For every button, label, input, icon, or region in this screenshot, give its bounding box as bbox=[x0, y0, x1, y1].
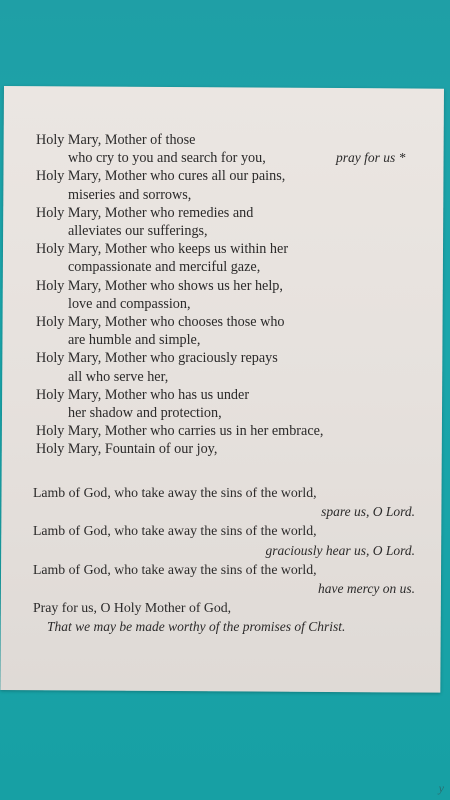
litany-line: alleviates our sufferings, bbox=[68, 223, 208, 240]
litany-line: Holy Mary, Mother who chooses those who bbox=[36, 314, 285, 331]
lamb-of-god-line: Lamb of God, who take away the sins of the world, bbox=[33, 485, 317, 500]
lamb-response: spare us, O Lord. bbox=[321, 504, 415, 520]
lamb-of-god-line: Lamb of God, who take away the sins of the world, bbox=[33, 561, 317, 577]
litany-line-text: who cry to you and search for you, bbox=[68, 150, 266, 167]
lamb-of-god-line: Lamb of God, who take away the sins of the world, bbox=[33, 523, 317, 539]
litany-line: Holy Mary, Mother who has us under bbox=[36, 386, 250, 403]
litany-line: Holy Mary, Fountain of our joy, bbox=[36, 441, 218, 458]
litany-line: Holy Mary, Mother who shows us her help, bbox=[36, 277, 283, 294]
litany-response: pray for us * bbox=[336, 150, 406, 166]
litany-line: are humble and simple, bbox=[68, 332, 201, 349]
pray-for-us-line: Pray for us, O Holy Mother of God, bbox=[33, 600, 232, 616]
litany-section bbox=[36, 131, 436, 459]
litany-line: miseries and sorrows, bbox=[68, 186, 192, 203]
litany-line: Holy Mary, Mother who cures all our pains, bbox=[36, 168, 286, 185]
lamb-response: have mercy on us. bbox=[318, 581, 415, 597]
litany-line: Holy Mary, Mother who graciously repays bbox=[36, 350, 278, 367]
closing-response: That we may be made worthy of the promises of Christ. bbox=[47, 619, 346, 635]
litany-line bbox=[36, 149, 436, 167]
litany-line: Holy Mary, Mother who keeps us within her bbox=[36, 241, 289, 258]
agnus-dei-section bbox=[33, 483, 433, 637]
litany-line: compassionate and merciful gaze, bbox=[68, 259, 261, 276]
corner-mark: y bbox=[438, 781, 444, 795]
litany-line: Holy Mary, Mother who remedies and bbox=[36, 204, 254, 221]
litany-line: Holy Mary, Mother of those bbox=[36, 132, 196, 148]
litany-line: all who serve her, bbox=[68, 368, 169, 385]
lamb-response: graciously hear us, O Lord. bbox=[265, 542, 415, 558]
litany-line: love and compassion, bbox=[68, 295, 191, 312]
litany-line: Holy Mary, Mother who carries us in her embrace, bbox=[36, 423, 324, 440]
litany-line: her shadow and protection, bbox=[68, 405, 222, 422]
